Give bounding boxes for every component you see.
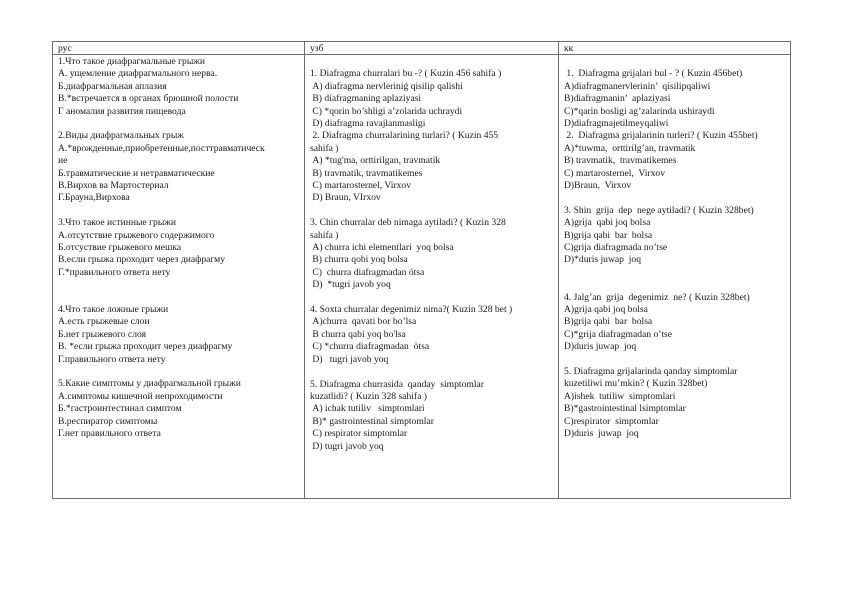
question-block xyxy=(564,292,785,354)
question-block xyxy=(58,217,299,279)
spacer xyxy=(564,192,785,204)
question-block xyxy=(564,130,785,192)
answer-line: D)Braun, Virxov xyxy=(564,180,632,192)
question-block xyxy=(564,366,785,440)
answer-line: C)*grija diafragmadan o’tse xyxy=(564,328,672,340)
question-block xyxy=(58,378,299,440)
question-text: 5. Diafragma churrasida qanday simptomlar xyxy=(310,378,484,390)
spacer xyxy=(310,56,553,68)
answer-line: Г.Брауна,Вирхова xyxy=(58,192,130,204)
answer-line: C) churra diafragmadan ótsa xyxy=(310,266,425,278)
answer-line: kuzetiliwi mu’mkin? ( Kuzin 328bet) xyxy=(564,378,708,390)
answer-line: B)* gastrointestinal simptomlar xyxy=(310,415,434,427)
answer-line: ие xyxy=(58,155,68,167)
question-text: 5.Какие симптомы у диафрагмальной грыжи xyxy=(58,378,241,390)
answer-line: B) travmatik, travmatikemes xyxy=(310,167,423,179)
spacer xyxy=(310,205,553,217)
answer-line: A)grija qabi joq bolsa xyxy=(564,304,648,316)
question-text: 2.Виды диафрагмальных грыж xyxy=(58,130,184,142)
question-block xyxy=(564,68,785,130)
answer-line: D) Braun, VIrxov xyxy=(310,192,381,204)
answer-line: Г аномалия развития пищевода xyxy=(58,105,186,117)
spacer xyxy=(310,292,553,304)
question-block xyxy=(58,130,299,204)
column-ru xyxy=(53,55,305,499)
question-text: 2. Diafragma grijalarinin turleri? ( Kuzin 455bet) xyxy=(564,130,758,142)
question-text: 5. Diafragma grijalarinda qanday simptomlar xyxy=(564,366,738,378)
answer-line: В.если грыжа проходит через диафрагму xyxy=(58,254,226,266)
answer-line: А.*врожденные,приобретенные,посттравматическ xyxy=(58,142,265,154)
spacer xyxy=(58,118,299,130)
question-text: 3. Chin churralar deb nimaga aytiladi? ( Kuzin 328 xyxy=(310,217,506,229)
question-block xyxy=(310,304,553,366)
column-uz xyxy=(305,55,559,499)
answer-line: B)grija qabi bar bolsa xyxy=(564,316,653,328)
answer-line: C)respirator simptomlar xyxy=(564,415,659,427)
question-text: 4. Soxta churralar degenimiz nima?( Kuzin 328 bet ) xyxy=(310,304,513,316)
question-text: 1. Diafragma grijalari bul - ? ( Kuzin 456bet) xyxy=(564,68,743,80)
answer-line: B)diafragmanin’ aplaziyasi xyxy=(564,93,671,105)
answer-line: A)churra qavati bor bo’lsa xyxy=(310,316,417,328)
spacer xyxy=(564,56,785,68)
answer-line: А. ущемление диафрагмального нерва. xyxy=(58,68,218,80)
answer-line: C)*qarin bosligi ag’zalarinda ushiraydi xyxy=(564,105,715,117)
question-block xyxy=(310,379,553,453)
answer-line: D) tugri javob yoq xyxy=(310,440,384,452)
answer-line: C) *churra diafragmadan ötsa xyxy=(310,341,430,353)
answer-line: А.есть грыжевые слои xyxy=(58,316,150,328)
answer-line: C) respirator simptomlar xyxy=(310,428,408,440)
spacer xyxy=(310,366,553,378)
column-kk xyxy=(559,55,791,499)
answer-line: В. *если грыжа проходит через диафрагму xyxy=(58,341,233,353)
answer-line: D)duris juwap joq xyxy=(564,428,639,440)
answer-line: Б.травматические и нетравматические xyxy=(58,167,215,179)
answer-line: В.респиратор симптомы xyxy=(58,415,158,427)
question-text: 3. Shin grija dep nege aytiladi? ( Kuzin 328bet) xyxy=(564,204,754,216)
content-row xyxy=(53,55,791,499)
question-text: 1.Что такое диафрагмальные грыжи xyxy=(58,56,206,67)
answer-line: A) churra ichi elementlari yoq bolsa xyxy=(310,242,454,254)
answer-line: C)grija diafragmada no’tse xyxy=(564,242,668,254)
question-block xyxy=(310,217,553,291)
answer-line: A)ishek tutiliw simptomlari xyxy=(564,390,676,402)
answer-line: A) ichak tutiliv simptomlari xyxy=(310,403,425,415)
answer-line: B churra qabi yoq bo'lsa xyxy=(310,328,406,340)
question-text: 4. Jalg’an grija degenimiz ne? ( Kuzin 328bet) xyxy=(564,291,750,303)
answer-line: В.Вирхов ва Мартостериал xyxy=(58,180,169,192)
question-text: 1. Diafragma churralari bu -? ( Kuzin 456 sahifa ) xyxy=(310,68,502,80)
answer-line: sahifa ) xyxy=(310,142,339,154)
answer-line: Б.диафрагмальная аплазия xyxy=(58,80,167,92)
question-text: 3.Что такое истинные грыжи xyxy=(58,217,177,229)
answer-line: A) diafragma nervleriniǵ qisilip qalishi xyxy=(310,80,463,92)
question-block xyxy=(564,205,785,267)
header-kk: кк xyxy=(559,42,791,55)
answer-line: B) diafragmaning aplaziyasi xyxy=(310,93,422,105)
answer-line: Г.нет правильного ответа xyxy=(58,428,161,440)
answer-line: D) tugri javob yoq xyxy=(310,353,389,365)
spacer xyxy=(564,267,785,279)
question-block xyxy=(310,130,553,204)
answer-line: A)grija qabi joq bolsa xyxy=(564,217,651,229)
spacer xyxy=(58,205,299,217)
spacer xyxy=(58,366,299,378)
answer-line: D) diafragma ravajlanmasligi xyxy=(310,118,426,130)
answer-line: B)*gastrointestinal lsimptomlar xyxy=(564,403,686,415)
answer-line: kuzatlidi? ( Kuzin 328 sahifa ) xyxy=(310,390,427,402)
answer-line: D) *tugri javob yoq xyxy=(310,279,391,291)
header-ru: рус xyxy=(53,42,305,55)
question-block xyxy=(58,56,299,118)
answer-line: A)*tuwma, orttirilg’an, travmatik xyxy=(564,142,696,154)
answer-line: B) churra qobi yoq bolsa xyxy=(310,254,408,266)
spacer xyxy=(564,354,785,366)
spacer xyxy=(58,279,299,291)
quiz-table xyxy=(52,41,791,499)
answer-line: B)grija qabi bar bolsa xyxy=(564,229,653,241)
question-block xyxy=(310,68,553,130)
answer-line: D)*duris juwap joq xyxy=(564,254,642,266)
header-row xyxy=(53,42,791,55)
question-text: 4.Что такое ложные грыжи xyxy=(58,304,169,316)
answer-line: В.*встречается в органах брюшной полости xyxy=(58,93,239,105)
question-block xyxy=(58,304,299,366)
spacer xyxy=(58,292,299,304)
answer-line: Г.правильного ответа нету xyxy=(58,353,166,365)
answer-line: C) *qorin bo’shligi a’zolarida uchraydi xyxy=(310,105,463,117)
spacer xyxy=(564,279,785,291)
answer-line: D)diafragmajetilmeyqaliwi xyxy=(564,118,669,130)
answer-line: D)duris juwap joq xyxy=(564,341,637,353)
answer-line: B) travmatik, travmatikemes xyxy=(564,155,677,167)
answer-line: А.симптомы кишечной непроходимости xyxy=(58,390,223,402)
answer-line: A) *tug'ma, orttirilgan, travmatik xyxy=(310,155,441,167)
answer-line: А.отсутствие грыжевого содержимого xyxy=(58,229,215,241)
header-uz: узб xyxy=(305,42,559,55)
question-text: 2. Diafragma churralarining turlari? ( Kuzin 455 xyxy=(310,130,499,142)
answer-line: C) martarosternel, Virxov xyxy=(310,180,412,192)
answer-line: Г.*правильного ответа нету xyxy=(58,266,171,278)
answer-line: Б.нет грыжевого слоя xyxy=(58,328,147,340)
answer-line: A)diafragmanervlerinin’ qisilipqaliwi xyxy=(564,80,711,92)
answer-line: Б.отсуствие грыжевого мешка xyxy=(58,242,182,254)
answer-line: C) martarosternel, Virxov xyxy=(564,167,666,179)
answer-line: sahifa ) xyxy=(310,229,339,241)
answer-line: Б.*гастроинтестинал симптом xyxy=(58,403,182,415)
